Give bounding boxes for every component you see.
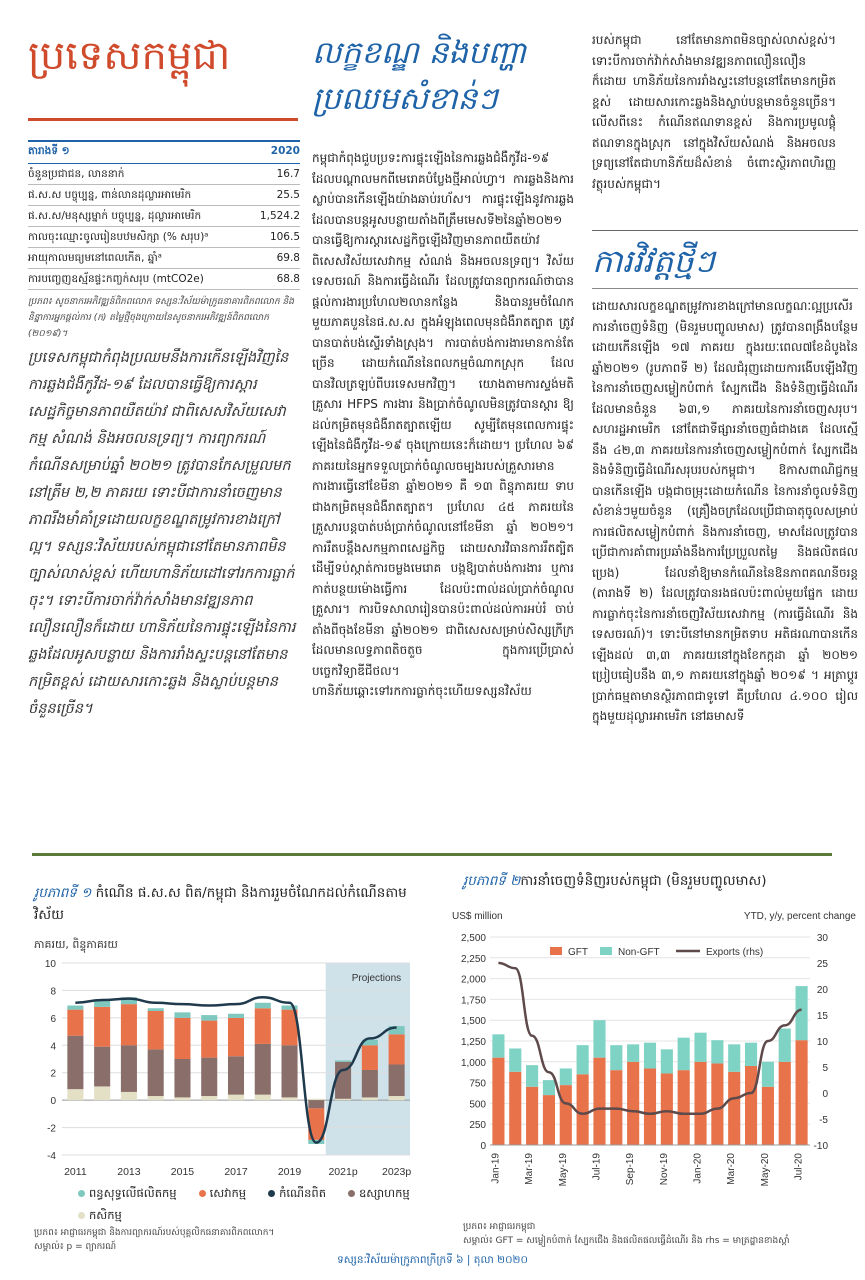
y-tick-label: 0 — [50, 1096, 56, 1108]
legend-item — [348, 1182, 410, 1204]
legend-swatch — [78, 1212, 85, 1219]
table-year: 2020 — [270, 145, 300, 157]
bar-សេវាកម្ម — [389, 1034, 405, 1064]
figure1-legend — [78, 1182, 438, 1226]
figure2-note: សម្គាល់៖ GFT = សម្លៀកបំពាក់ ស្បែកជើង និងផលិតផលធ្វើដំណើរ និង rhs = មាត្រដ្ឋានខាងស្តាំ — [463, 1236, 790, 1246]
bar-កសិកម្ម — [94, 1086, 110, 1100]
y-tick-label: 6 — [50, 1013, 56, 1025]
bar-GFT — [762, 1087, 774, 1145]
bar-Non-GFT — [745, 1043, 757, 1066]
bar-Non-GFT — [627, 1044, 639, 1061]
bar-Non-GFT — [762, 1062, 774, 1087]
bar-Non-GFT — [526, 1065, 538, 1087]
y-tick-label: 2 — [50, 1068, 56, 1080]
bar-ពន្ធសុទ្ធលើផលិតកម្ម — [335, 1060, 351, 1061]
legend-label: សេវាកម្ម — [209, 1186, 247, 1200]
bar-ឧស្សាហកម្ម — [148, 1049, 164, 1096]
bar-ឧស្សាហកម្ម — [362, 1070, 378, 1097]
developments-paragraph: ដោយសារលក្ខខណ្ឌតម្រូវការខាងក្រៅមានលក្ខណៈល្អប្រសើរ ការនាំចេញទំនិញ (មិនរួមបញ្ចូលមាស) ត្រូវបានពង្រឹងបន្ថែម ដោយកើនឡើង ១៧ ភាគរយ ក្នុងរយៈពេល៧ខែដំបូងនៃឆ្នាំ២០២១ (រូបភាពទី ២) ដែលជំរុញដោយការងើបឡើងវិញ នៃការនាំចេញសម្លៀកបំពាក់ ស្បែកជើង និងទំនិញធ្វើដំណើរដែលមានចំនួន ៦៣,១ ភាគរយនៃការនាំចេញសរុប។ សហរដ្ឋអាមេរិក នៅតែជាទីផ្សារនាំចេញធំជាងគេ ដែលស្មើនឹង ៤២,៣ ភាគរយនៃការនាំចេញសម្លៀកបំពាក់ ស្បែកជើង និងទំនិញធ្វើដំណើរសរុបរបស់កម្ពុជា។ ឱកាសពាណិជ្ជកម្មបានកើនឡើង បង្កជាចម្រុះដោយកំណើន នៃការនាំចូលទំនិញសំខាន់ៗមួយចំនួន (គ្រឿងចក្រដែលប្រើជាធាតុចូលសម្រាប់ការផលិតសម្លៀកបំពាក់ និងការនាំចេញ, មាសដែលត្រូវបានប្រើជាការគាំពារប្រឆាំងនឹងការប្រែប្រួលតម្លៃ និងផលិតផលប្រេង) ដែលនាំឱ្យមានកំណើននៃឱនភាពគណនីចរន្ត (តារាងទី ២) ដែលត្រូវបានរងផលប៉ះពាល់មួយផ្នែក ដោយការធ្លាក់ចុះនៃការនាំចេញវិស័យសេវាកម្ម (ការធ្វើដំណើរ និងទេសចរណ៍)។ ទោះបីនៅមានកម្រិតទាប អតិផរណាបានកើនឡើងដល់ ៣,៣ ភាគរយនៅក្នុងខែកក្កដា ឆ្នាំ ២០២១ ប្រៀបធៀបនឹង ៣,១ ភាគរយនៅក្នុងឆ្នាំ ២០១៩ ។ អត្រាប្តូរប្រាក់ធម្មតាមានស្ថិរភាពជាទូទៅ គឺប្រហែល ៤.១០០ រៀលក្នុងមួយដុល្លារអាមេរិក នៅឆមាសទី — [592, 299, 858, 723]
bar-GFT — [796, 1040, 808, 1145]
bar-ឧស្សាហកម្ម — [308, 1100, 324, 1108]
bar-Non-GFT — [728, 1044, 740, 1071]
figure2-chart — [448, 905, 860, 1215]
bar-កសិកម្ម — [389, 1096, 405, 1100]
legend-swatch — [78, 1190, 85, 1197]
legend-label: កំណើនពិត — [279, 1186, 326, 1200]
y-right-tick-label: 15 — [816, 1011, 828, 1022]
y-left-tick-label: 2,250 — [460, 953, 486, 965]
figure2-title — [463, 872, 843, 892]
bar-Non-GFT — [593, 1020, 605, 1057]
y-tick-label: 8 — [50, 986, 56, 998]
bar-GFT — [577, 1074, 589, 1145]
section-heading-conditions: លក្ខខណ្ឌ និងបញ្ហាប្រឈមសំខាន់ៗ — [312, 35, 527, 117]
bar-Non-GFT — [694, 1033, 706, 1062]
bar-ឧស្សាហកម្ម — [201, 1058, 217, 1096]
bar-Non-GFT — [711, 1040, 723, 1063]
x-tick-label: May-20 — [759, 1153, 771, 1187]
table-row — [28, 269, 300, 290]
legend-swatch — [199, 1190, 206, 1197]
bar-ឧស្សាហកម្ម — [67, 1036, 83, 1089]
bar-សេវាកម្ម — [148, 1011, 164, 1049]
bar-ពន្ធសុទ្ធលើផលិតកម្ម — [228, 1014, 244, 1018]
x-tick-label: 2021p — [328, 1166, 358, 1178]
table-row-value: 69.8 — [276, 252, 300, 264]
table-row-value: 16.7 — [276, 168, 300, 180]
y-right-tick-label: 10 — [816, 1037, 828, 1048]
y-left-tick-label: 1,250 — [460, 1037, 486, 1048]
bar-GFT — [593, 1058, 605, 1145]
bar-ឧស្សាហកម្ម — [121, 1045, 137, 1092]
bar-Non-GFT — [509, 1048, 521, 1071]
y-right-tick-label: 20 — [816, 985, 828, 996]
bar-កសិកម្ម — [335, 1099, 351, 1100]
conditions-paragraph-1: កម្ពុជាកំពុងជួបប្រទះការផ្ទុះឡើងនៃការឆ្លងជំងឺកូវីដ-១៩ ដែលបណ្តាលមកពីមេរោគបំប្លែងថ្មីអាល់ហ្វា។ ការឆ្លងនិងការស្លាប់បានកើនឡើងយ៉ាងឆាប់រហ័ស។ ការផ្ទុះឡើងនូវការឆ្លង ដែលបានបន្តអូសបន្លាយតាំងពីត្រឹមមេសទី២នៃឆ្នាំ២០២១ បានធ្វើឱ្យការស្តារសេដ្ឋកិច្ចឡើងវិញមានភាពយឺតយ៉ាវ ពិសេសវិស័យសេវាកម្ម សំណង់ និងអចលនទ្រព្យ។ វិស័យទេសចរណ៍ និងការធ្វើដំណើរ ដែលត្រូវបានព្យាករណ៍ថាបានផ្តល់ការងារប្រហែល២លានកន្លែង និងបានរួមចំណែកមួយភាគបួននៃផ.ស.ស ក្នុងអំឡុងពេលមុនជំងឺរាតត្បាត ត្រូវបានបាត់បង់ស្ទើរទាំងស្រុង។ ការបាត់បង់ការងារមានកាន់តែច្រើន ដោយកំណើននៃពលកម្មចំណាកស្រុក ដែលបានវិលត្រឡប់ពីបរទេសមកវិញ។ យោងតាមការស្ទង់មតិគ្រួសារ HFPS ការងារ និងប្រាក់ចំណូលមិនត្រូវបានស្តារ ឱ្យដល់កម្រិតមុនជំងឺរាតត្បាតឡើយ សូម្បីតែមុនពេលការផ្ទុះឡើងនៃជំងឺកូវីដ-១៩ ចុងក្រោយនេះក៏ដោយ។ ប្រហែល ៦៩ ភាគរយនៃអ្នកទទួលប្រាក់ចំណូលចម្បងរបស់គ្រួសារមានការងារធ្វើនៅខែមីនា ឆ្នាំ២០២១ គឺ ១៣ ពិន្ទុភាគរយ ទាបជាងកម្រិតមុនជំងឺរាតត្បាត។ ប្រហែល ៤៥ ភាគរយនៃគ្រួសារបន្តបាត់បង់ប្រាក់ចំណូលនៅខែមីនា ឆ្នាំ ២០២១។ ការរឹតបន្តឹងសកម្មភាពសេដ្ឋកិច្ច ដោយសារវិធានការរឹតត្បិត ដើម្បីទប់ស្កាត់ការចម្លងមេរោគ បង្កឱ្យបាត់បង់ការងារ ឬការកាត់បន្ថយម៉ោងធ្វើការ ដែលប៉ះពាល់ដល់ប្រាក់ចំណូលគ្រួសារ។ ការបិទសាលារៀនបានប៉ះពាល់ដល់ការអប់រំ ចាប់តាំងពីចុងខែមីនា ឆ្នាំ២០២១ ជាពិសេសសម្រាប់សិស្សក្រីក្រ ដែលមានលទ្ធភាពតិចតួច ក្នុងការប្រើប្រាស់បច្ចេកវិទ្យាឌីជីថល។ — [312, 151, 574, 678]
x-tick-label: Jul-20 — [793, 1153, 805, 1181]
bar-GFT — [711, 1063, 723, 1145]
table-row-label: ចំនួនប្រជាជន, លាននាក់ — [28, 168, 125, 180]
bar-GFT — [627, 1062, 639, 1145]
y-left-tick-label: 0 — [480, 1141, 486, 1152]
bar-Non-GFT — [492, 1034, 504, 1057]
table-row-value: 1,524.2 — [259, 210, 300, 222]
bar-Non-GFT — [543, 1080, 555, 1095]
y-right-tick-label: -5 — [819, 1115, 828, 1126]
bar-កសិកម្ម — [255, 1095, 271, 1100]
conditions-body — [312, 148, 574, 702]
bar-កសិកម្ម — [228, 1095, 244, 1100]
y-left-tick-label: 2,500 — [460, 933, 486, 944]
y-right-tick-label: 0 — [822, 1089, 828, 1100]
bar-ពន្ធសុទ្ធលើផលិតកម្ម — [67, 1006, 83, 1010]
bar-ពន្ធសុទ្ធលើផលិតកម្ម — [174, 1012, 190, 1017]
y-left-tick-label: 1,500 — [460, 1016, 486, 1028]
y-tick-label: 10 — [44, 959, 56, 970]
bar-Non-GFT — [678, 1038, 690, 1070]
bar-កសិកម្ម — [308, 1099, 324, 1100]
y-right-tick-label: -10 — [813, 1141, 828, 1152]
x-tick-label: 2017 — [224, 1166, 248, 1178]
bar-GFT — [526, 1087, 538, 1145]
bar-ឧស្សាហកម្ម — [174, 1059, 190, 1097]
bar-កសិកម្ម — [121, 1092, 137, 1100]
table-row — [28, 248, 300, 269]
bar-Non-GFT — [610, 1045, 622, 1070]
x-tick-label: Mar-20 — [726, 1153, 738, 1185]
bar-GFT — [694, 1062, 706, 1145]
bar-សេវាកម្ម — [174, 1018, 190, 1059]
figure1-label: រូបភាពទី ១ — [34, 885, 92, 901]
table-row-label: អាយុកាលមធ្យមនៅពេលកើត, ឆ្នាំᵃ — [28, 252, 162, 264]
x-tick-label: 2011 — [64, 1166, 87, 1178]
x-tick-label: Nov-19 — [658, 1153, 670, 1186]
bar-GFT — [492, 1058, 504, 1145]
bar-កសិកម្ម — [362, 1097, 378, 1100]
bar-សេវាកម្ម — [121, 1004, 137, 1045]
legend-swatch — [268, 1190, 275, 1197]
country-table — [28, 140, 300, 342]
table-row-label: ផ.ស.ស បច្ចុប្បន្ន, ពាន់លានដុល្លារអាមេរិក — [28, 189, 192, 201]
table-row-value: 25.5 — [276, 189, 300, 201]
bar-GFT — [509, 1072, 521, 1145]
y-tick-label: -2 — [47, 1123, 56, 1135]
bar-GFT — [644, 1068, 656, 1145]
legend-item — [268, 1182, 326, 1204]
bar-Non-GFT — [661, 1049, 673, 1073]
divider — [592, 288, 858, 289]
figure1-caption: កំណើន ផ.ស.ស ពិត/កម្ពុជា និងការរួមចំណែកដល់កំណើនតាមវិស័យ — [34, 885, 407, 923]
figure1-title — [34, 882, 434, 926]
table-source: ប្រភព៖ សូចនាករអភិវឌ្ឍន៍ពិភពលោក ទស្សនៈវិស័យម៉ាក្រូធនាគារពិភពលោក និងនិន្នាការអ្នកផ្តល់ការ (ក) តម្លៃថ្មីចុងក្រោយនៃសូចនាករអភិវឌ្ឍន៍ពិភពលោក (២០១៩)។ — [28, 297, 294, 339]
conditions-paragraph-2: ហានិភ័យឆ្ពោះទៅរកការធ្លាក់ចុះហើយទស្សនវិស័យ — [312, 684, 532, 698]
table-row-label: ការបញ្ចេញឧស្ម័នផ្ទះកញ្ចក់សរុប (mtCO2e) — [28, 273, 204, 285]
table-row-value: 68.8 — [276, 273, 300, 285]
legend-swatch-gft — [550, 947, 562, 955]
legend-label: ឧស្សាហកម្ម — [359, 1186, 410, 1200]
bar-កសិកម្ម — [201, 1096, 217, 1100]
y-left-tick-label: 1,750 — [460, 995, 486, 1007]
figure1-note: សម្គាល់៖ p = ព្យាករណ៍ — [34, 1242, 117, 1252]
bar-ឧស្សាហកម្ម — [255, 1044, 271, 1095]
bar-កសិកម្ម — [174, 1097, 190, 1100]
country-title: ប្រទេសកម្ពុជា — [28, 33, 231, 79]
y-left-tick-label: 500 — [469, 1099, 486, 1111]
table-row — [28, 227, 300, 248]
figure2-source — [463, 1220, 853, 1248]
bar-GFT — [779, 1062, 791, 1145]
table-header — [28, 140, 300, 164]
page-footer: ទស្សនៈវិស័យម៉ាក្រូភាពក្រីក្រទី ៦ | តុលា ២០២០ — [337, 1254, 528, 1266]
y-right-tick-label: 5 — [822, 1063, 828, 1074]
table-caption: តារាងទី ១ — [28, 145, 70, 157]
y-left-tick-label: 750 — [469, 1078, 486, 1090]
x-tick-label: Mar-19 — [524, 1153, 536, 1185]
bar-ឧស្សាហកម្ម — [282, 1045, 298, 1097]
y-left-tick-label: 250 — [469, 1120, 486, 1132]
figure1-source — [34, 1226, 434, 1254]
x-tick-label: May-19 — [557, 1153, 569, 1187]
bar-GFT — [745, 1066, 757, 1145]
figure2-caption: ការនាំចេញទំនិញរបស់កម្ពុជា (មិនរួមបញ្ចូលមាស) — [520, 873, 767, 889]
figure1-source-text: ប្រភព៖ អាជ្ញាធរកម្ពុជា និងការព្យាករណ៍របស់បុគ្គលិកធនាគារពិភពលោក។ — [34, 1228, 275, 1238]
table-row-label: កាលចុះឈ្មោះចូលរៀនបឋមសិក្សា (% សរុប)ᵃ — [28, 231, 209, 243]
left-axis-title: US$ million — [452, 911, 503, 922]
bar-សេវាកម្ម — [255, 1008, 271, 1044]
table-row — [28, 185, 300, 206]
bar-ឧស្សាហកម្ម — [228, 1056, 244, 1094]
legend-item — [78, 1182, 177, 1204]
bar-សេវាកម្ម — [201, 1021, 217, 1058]
bar-ពន្ធសុទ្ធលើផលិតកម្ម — [201, 1015, 217, 1020]
bar-ឧស្សាហកម្ម — [389, 1064, 405, 1096]
legend-label-exports: Exports (rhs) — [706, 947, 764, 958]
title-underline — [28, 118, 298, 121]
y-right-tick-label: 30 — [816, 933, 828, 944]
y-tick-label: 4 — [50, 1041, 56, 1053]
divider — [592, 230, 858, 231]
bar-GFT — [678, 1070, 690, 1145]
table-row-value: 106.5 — [269, 231, 300, 243]
y-right-tick-label: 25 — [816, 959, 828, 970]
figures-divider — [32, 853, 832, 856]
y-left-tick-label: 1,000 — [460, 1057, 486, 1069]
figure2-label: រូបភាពទី ២ — [463, 873, 521, 889]
bar-ឧស្សាហកម្ម — [94, 1047, 110, 1087]
legend-swatch-nongft — [600, 947, 612, 955]
risks-paragraph: របស់កម្ពុជា នៅតែមានភាពមិនច្បាស់លាស់ខ្ពស់។ ទោះបីការចាក់វ៉ាក់សាំងមានវឌ្ឍនភាពលឿនលឿនក៏ដោយ ហានិភ័យនៃការរាំងស្ទះនៅបន្តនៅតែមានកម្រិតខ្ពស់ ដោយសារកោះឆ្លងនិងស្លាប់បន្តមានចំនួនច្រើន។ លើសពីនេះ កំណើនឥណទានខ្ពស់ និងការប្រមូលផ្តុំឥណទានក្នុងស្រុក នៅក្នុងវិស័យសំណង់ និងអចលនទ្រព្យនៅតែជាហានិភ័យដ៏សំខាន់ ចំពោះស្ថិរភាពហិរញ្ញវត្ថុរបស់កម្ពុជា។ — [592, 33, 836, 191]
y-tick-label: -4 — [47, 1151, 56, 1162]
table-row — [28, 164, 300, 185]
y-left-tick-label: 2,000 — [460, 974, 486, 986]
legend-label-nongft: Non-GFT — [618, 947, 660, 958]
bar-Non-GFT — [560, 1068, 572, 1085]
bar-GFT — [543, 1095, 555, 1145]
bar-Non-GFT — [644, 1043, 656, 1069]
x-tick-label: Sep-19 — [625, 1153, 637, 1186]
bar-ពន្ធសុទ្ធលើផលិតកម្ម — [255, 1003, 271, 1008]
table-row-label: ផ.ស.ស/មនុស្សម្នាក់ បច្ចុប្បន្ន, ដុល្លារអាមេរិក — [28, 210, 202, 222]
legend-swatch — [348, 1190, 355, 1197]
bar-GFT — [661, 1073, 673, 1145]
legend-item — [199, 1182, 247, 1204]
lead-paragraph: ប្រទេសកម្ពុជាកំពុងប្រឈមនឹងការកើនឡើងវិញនៃការឆ្លងជំងឺកូវីដ-១៩ ដែលបានធ្វើឱ្យការស្តារសេដ្ឋកិច្ចមានភាពយឺតយ៉ាវ ជាពិសេសវិស័យសេវាកម្ម សំណង់ និងអចលនទ្រព្យ។ ការព្យាករណ៍កំណើនសម្រាប់ឆ្នាំ ២០២១ ត្រូវបានកែសម្រួលមកនៅត្រឹម ២,២ ភាគរយ ទោះបីជាការនាំចេញមានភាពរឹងមាំគាំទ្រដោយលក្ខខណ្ឌតម្រូវការខាងក្រៅល្អ។ ទស្សនៈវិស័យរបស់កម្ពុជានៅតែមានភាពមិនច្បាស់លាស់ខ្ពស់ ហើយហានិភ័យដៅទៅរកការធ្លាក់ចុះ។ ទោះបីការចាក់វ៉ាក់សាំងមានវឌ្ឍនភាពលឿនលឿនក៏ដោយ ហានិភ័យនៃការផ្ទុះឡើងនៃការឆ្លងដែលអូសបន្លាយ និងការរាំងស្ទះបន្តនៅតែមានកម្រិតខ្ពស់ ដោយសារកោះឆ្លង និងស្លាប់បន្តមានចំនួនច្រើន។ — [28, 350, 296, 717]
legend-item — [78, 1204, 122, 1226]
legend-label: ពន្ធសុទ្ធលើផលិតកម្ម — [89, 1186, 177, 1200]
bar-Non-GFT — [577, 1045, 589, 1074]
bar-សេវាកម្ម — [94, 1007, 110, 1047]
x-tick-label: 2013 — [117, 1166, 141, 1178]
bar-GFT — [728, 1072, 740, 1145]
figure1-ylabel: ភាគរយ, ពិន្ទុភាគរយ — [34, 938, 118, 951]
x-tick-label: Jan-19 — [490, 1153, 502, 1184]
x-tick-label: 2015 — [170, 1166, 195, 1178]
x-tick-label: 2019 — [277, 1166, 302, 1178]
bar-Non-GFT — [779, 1029, 791, 1062]
legend-label-gft: GFT — [568, 947, 588, 958]
right-axis-title: YTD, y/y, percent change — [743, 911, 856, 922]
figure1-chart — [30, 955, 430, 1180]
figure2-source-text: ប្រភព៖ អាជ្ញាធរកម្ពុជា — [463, 1222, 536, 1232]
x-tick-label: Jul-19 — [591, 1153, 603, 1181]
bar-សេវាកម្ម — [67, 1010, 83, 1036]
x-tick-label: Jan-20 — [692, 1153, 704, 1184]
bar-សេវាកម្ម — [362, 1045, 378, 1070]
bar-កសិកម្ម — [282, 1097, 298, 1100]
bar-GFT — [560, 1085, 572, 1145]
section-heading-developments: ការវិវត្តថ្មីៗ — [592, 242, 715, 280]
bar-កសិកម្ម — [148, 1096, 164, 1100]
legend-label: កសិកម្ម — [89, 1208, 122, 1222]
bar-កសិកម្ម — [67, 1089, 83, 1100]
projections-label: Projections — [351, 973, 402, 984]
table-row — [28, 206, 300, 227]
bar-ពន្ធសុទ្ធលើផលិតកម្ម — [148, 1008, 164, 1011]
bar-សេវាកម្ម — [228, 1018, 244, 1056]
x-tick-label: 2023p — [382, 1166, 412, 1178]
